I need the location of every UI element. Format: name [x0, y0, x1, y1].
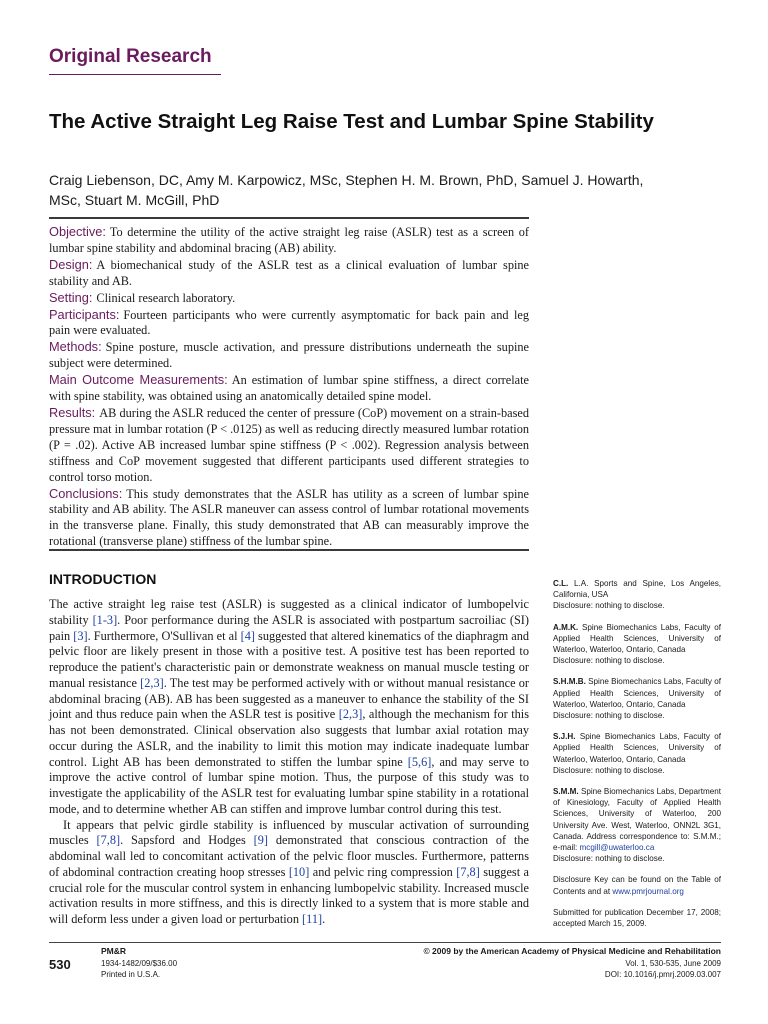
text-run: .	[322, 912, 326, 926]
abstract-label: Methods:	[49, 339, 102, 355]
citation-link[interactable]: [2,3]	[338, 707, 363, 722]
text-run: . Furthermore, O'Sullivan et al	[87, 628, 241, 643]
affiliation-entry	[553, 622, 721, 667]
issn: 1934-1482/09/$36.00	[101, 958, 178, 968]
affiliation-text: Spine Biomechanics Labs, Department of Kinesiology, Faculty of Applied Health Sciences, University of Waterloo, 200 University Ave. West, Waterloo, ONN2L 3G1, Canada. Address correspondence to: S.M.M.; e-mail:	[553, 787, 721, 853]
affiliations-sidebar	[553, 578, 721, 939]
journal-name: PM&R	[101, 946, 127, 956]
abstract-label: Results:	[49, 404, 96, 420]
submission-dates: Submitted for publication December 17, 2008; accepted March 15, 2009.	[553, 907, 721, 929]
affiliation-entry	[553, 786, 721, 864]
abstract-participants	[49, 307, 529, 340]
disclosure-text: Disclosure: nothing to disclose.	[553, 765, 665, 775]
article-title: The Active Straight Leg Raise Test and Lumbar Spine Stability	[49, 110, 654, 133]
section-divider	[49, 74, 221, 75]
affiliation-entry	[553, 676, 721, 721]
citation-link[interactable]: [3]	[73, 628, 88, 643]
disclosure-text: Disclosure: nothing to disclose.	[553, 711, 665, 721]
abstract-text: A biomechanical study of the ASLR test as a clinical evaluation of lumbar spine stability and AB.	[49, 257, 529, 288]
copyright-line: © 2009 by the American Academy of Physical Medicine and Rehabilitation	[423, 946, 721, 956]
abstract-setting	[49, 290, 529, 307]
disclosure-text: Disclosure: nothing to disclose.	[553, 854, 665, 864]
abstract-text: Spine posture, muscle activation, and pressure distributions underneath the supine subject were determined.	[49, 340, 529, 371]
abstract-objective	[49, 224, 529, 257]
citation-link[interactable]: [7,8]	[456, 864, 480, 879]
abstract-label: Setting:	[49, 289, 93, 305]
abstract-label: Objective:	[49, 224, 106, 239]
abstract-text: AB during the ASLR reduced the center of pressure (CoP) movement on a strain-based pressure mat in lumbar rotation (P < .0125) as well as reducing directly measured lumbar rotation (P = .02). Active AB increased lumbar spine stiffness (P < .002). Regression analysis between stiffness and CoP movement suggested that different participants used different strategies to control torso motion.	[49, 405, 529, 484]
text-run: and pelvic ring compression	[309, 864, 457, 879]
abstract-results	[49, 405, 529, 486]
abstract-label: Conclusions:	[49, 485, 123, 501]
abstract-methods	[49, 339, 529, 372]
text-run: , and may serve to improve the active control of lumbar spine motion. Thus, the purpose of this study was to investigate the applicability of the ASLR test for evaluating lumbar spine stability in a rotational mode, and to determine whether AB can stiffen and improve lumbar control during this test.	[49, 754, 530, 816]
affiliation-entry	[553, 731, 721, 776]
author-initials: S.H.M.B.	[553, 677, 586, 687]
section-label: Original Research	[49, 46, 212, 67]
volume-line: Vol. 1, 530-535, June 2009	[625, 958, 721, 968]
citation-link[interactable]: [1-3]	[92, 612, 118, 627]
citation-link[interactable]: [5,6]	[407, 754, 432, 769]
author-initials: A.M.K.	[553, 622, 579, 632]
citation-link[interactable]: [7,8]	[96, 833, 121, 848]
citation-link[interactable]: [4]	[240, 628, 255, 643]
citation-link[interactable]: [11]	[302, 912, 323, 926]
affiliation-entry	[553, 578, 721, 612]
citation-link[interactable]: [2,3]	[140, 675, 164, 690]
paragraph	[49, 597, 529, 818]
author-initials: C.L.	[553, 579, 569, 588]
affiliation-text: Spine Biomechanics Labs, Faculty of Applied Health Sciences, University of Waterloo, Waterloo, Ontario, Canada	[553, 677, 722, 709]
abstract-label: Main Outcome Measurements:	[49, 372, 228, 388]
text-run: The active straight leg raise test (ASLR) is suggested as a clinical indicator of lumbopelvic stability	[49, 597, 529, 627]
affiliation-text: Spine Biomechanics Labs, Faculty of Applied Health Sciences, University of Waterloo, Waterloo, Ontario, Canada	[553, 732, 722, 764]
author-initials: S.M.M.	[553, 787, 579, 797]
disclosure-key-text: Disclosure Key can be found on the Table of Contents and at	[553, 875, 721, 896]
text-run: . Poor performance during the ASLR is associated with postpartum sacroiliac (SI) pain	[49, 612, 530, 643]
abstract-text: To determine the utility of the active straight leg raise (ASLR) test as a screen of lumbar spine stability and abdominal bracing (AB) ability.	[49, 225, 529, 255]
text-run: demonstrated that conscious contraction of the abdominal wall led to concomitant activation of the pelvic floor muscles. Furthermore, patterns of abdominal contraction creating hoop stresses	[49, 833, 529, 879]
disclosure-text: Disclosure: nothing to disclose.	[553, 601, 665, 611]
doi-line: DOI: 10.1016/j.pmrj.2009.03.007	[604, 970, 721, 979]
text-run: suggest a crucial role for the muscular control system in enhancing lumbopelvic stability. Increased muscle activation results in more stiffness, and this is directly linked to a system that is more stable and will deform less under a given load or perturbation	[49, 864, 530, 926]
text-run: , although the mechanism for this has not been demonstrated. Clinical observation also suggests that lumbar axial rotation may occur during the ASLR, and the inability to limit this motion may indicate inadequate lumbar control. Light AB has been demonstrated to stiffen the lumbar spine	[49, 707, 529, 769]
section-heading: INTRODUCTION	[49, 571, 157, 587]
author-list: Craig Liebenson, DC, Amy M. Karpowicz, MSc, Stephen H. M. Brown, PhD, Samuel J. Howarth, MSc, Stuart M. McGill, PhD	[49, 172, 644, 208]
citation-link[interactable]: [10]	[288, 864, 310, 879]
author-initials: S.J.H.	[553, 732, 576, 742]
abstract-text: An estimation of lumbar spine stiffness, a direct correlate with spine stability, was obtained using an anatomically detailed spine model.	[49, 373, 529, 404]
footer-rule	[49, 942, 721, 943]
journal-website-link[interactable]: www.pmrjournal.org	[612, 886, 684, 896]
affiliation-text: L.A. Sports and Spine, Los Angeles, California, USA	[553, 579, 722, 600]
abstract	[49, 224, 529, 550]
text-run: It appears that pelvic girdle stability is influenced by muscular activation of surrounding muscles	[49, 817, 529, 848]
abstract-text: This study demonstrates that the ASLR has utility as a screen of lumbar spine stability and AB ability. The ASLR maneuver can assess control of lumbar rotational movements in the transverse plane. Finally, this study demonstrated that AB can measurably improve the rotational (transverse plane) stiffness of the lumbar spine.	[49, 486, 529, 549]
journal-info	[101, 946, 177, 981]
abstract-conclusions	[49, 486, 529, 551]
abstract-text: Clinical research laboratory.	[96, 290, 236, 305]
affiliation-text: Spine Biomechanics Labs, Faculty of Applied Health Sciences, University of Waterloo, Waterloo, Ontario, Canada	[553, 622, 722, 655]
abstract-design	[49, 257, 529, 290]
abstract-top-rule	[49, 217, 529, 219]
disclosure-key	[553, 874, 721, 896]
printed-location: Printed in U.S.A.	[101, 970, 161, 979]
page-number: 530	[49, 957, 71, 972]
copyright-info	[321, 946, 721, 981]
disclosure-text: Disclosure: nothing to disclose.	[553, 656, 665, 666]
citation-link[interactable]: [9]	[253, 833, 269, 848]
abstract-main-outcome	[49, 372, 529, 405]
abstract-label: Design:	[49, 256, 93, 272]
abstract-label: Participants:	[49, 306, 120, 322]
correspondence-email-link[interactable]: mcgill@uwaterloo.ca	[579, 843, 655, 853]
text-run: suggested that altered kinematics of the diaphragm and pelvic floor are likely present in those with a positive test. A positive test has been reported to reproduce the patient's characteristic pain or demonstrate weakness on manual muscle testing or manual resistance	[49, 628, 530, 690]
text-run: . The test may be performed actively with or without manual resistance or abdominal bracing (AB). AB has been suggested as a maneuver to enhance the stability of the SI joint and thus reduce pain when the ASLR test is positive	[49, 675, 529, 722]
text-run: . Sapsford and Hodges	[120, 833, 254, 848]
paragraph	[49, 818, 529, 928]
abstract-text: Fourteen participants who were currently asymptomatic for back pain and leg pain were evaluated.	[49, 307, 529, 338]
introduction-body	[49, 597, 529, 928]
abstract-bottom-rule	[49, 549, 529, 551]
